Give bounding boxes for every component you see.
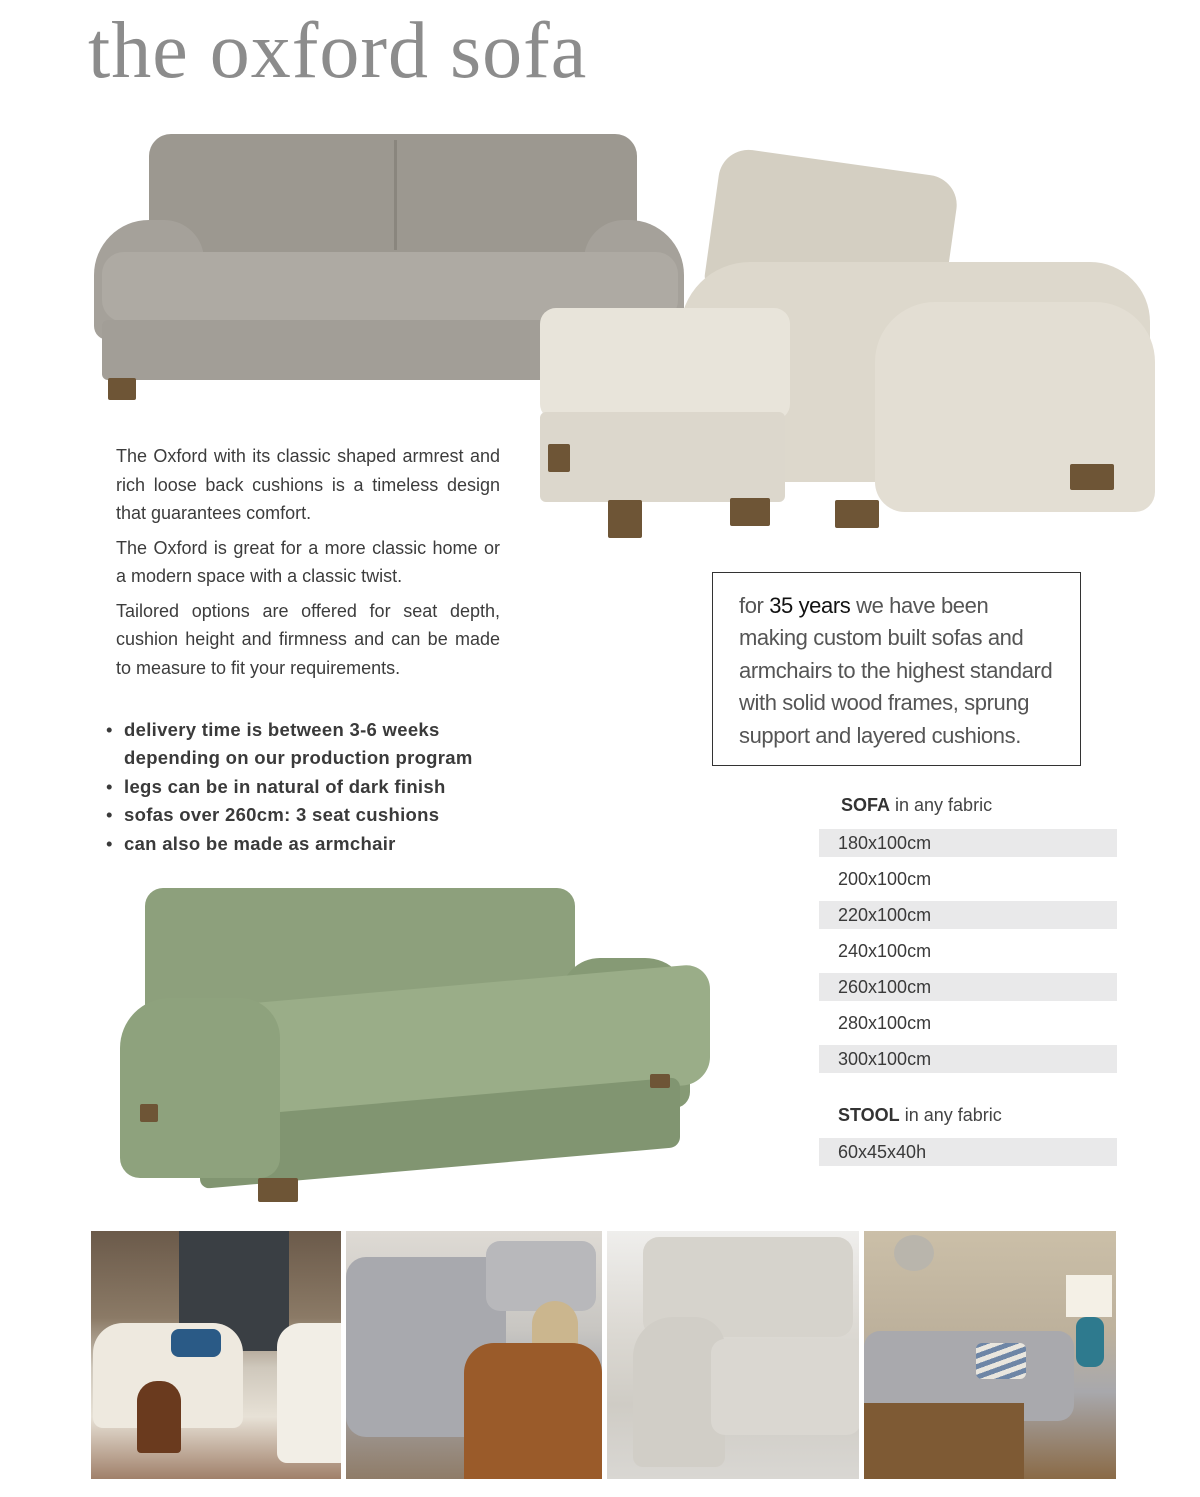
feature-item: • can also be made as armchair xyxy=(106,830,526,858)
wooden-table xyxy=(864,1403,1024,1479)
sofa-seat xyxy=(711,1339,859,1435)
blue-cushion xyxy=(171,1329,221,1357)
room-photo xyxy=(607,1231,859,1479)
armchair-leg xyxy=(1070,464,1114,490)
product-description xyxy=(116,442,500,688)
sofa-left-arm xyxy=(120,998,280,1178)
stool-image xyxy=(540,308,790,540)
heritage-quote-box: for 35 years we have been making custom built sofas and armchairs to the highest standard with solid wood frames, sprung support and layered cushions. xyxy=(712,572,1081,766)
feature-item: • delivery time is between 3-6 weeks depending on our production program xyxy=(106,716,526,773)
lamp-shade xyxy=(1066,1275,1112,1317)
size-row: 220x100cm xyxy=(819,901,1117,929)
bullet-icon: • xyxy=(106,832,113,854)
stool-cushion xyxy=(540,308,790,420)
wall-mirror xyxy=(894,1235,934,1271)
stool-sizes-heading: STOOL in any fabric xyxy=(838,1105,1002,1125)
striped-cushion xyxy=(976,1343,1026,1379)
description-paragraph: The Oxford with its classic shaped armrest and rich loose back cushions is a timeless design that guarantees comfort. xyxy=(116,446,500,523)
description-paragraph: Tailored options are offered for seat depth, cushion height and firmness and can be made to measure to fit your requirements. xyxy=(116,600,500,678)
feature-list xyxy=(106,716,526,858)
side-table xyxy=(137,1381,181,1453)
stool-base xyxy=(540,412,785,502)
armchair-leg xyxy=(835,500,879,528)
sofa-leg xyxy=(108,378,136,400)
size-row: 280x100cm xyxy=(838,1013,932,1033)
size-row: 60x45x40h xyxy=(819,1138,1117,1166)
bullet-icon: • xyxy=(106,775,113,797)
sofa-sizes-heading: SOFA in any fabric xyxy=(841,795,993,815)
room-photo xyxy=(346,1231,602,1479)
feature-item: • legs can be in natural of dark finish xyxy=(106,773,526,801)
armchair-image xyxy=(540,162,1155,540)
lamp-base xyxy=(1076,1317,1104,1367)
size-row: 260x100cm xyxy=(819,973,1117,1001)
green-sofa-image xyxy=(120,888,690,1204)
size-row: 300x100cm xyxy=(819,1045,1117,1073)
stool-leg xyxy=(730,498,770,526)
room-photo xyxy=(91,1231,341,1479)
size-row: 240x100cm xyxy=(838,941,932,961)
description-paragraph: The Oxford is great for a more classic home or a modern space with a classic twist. xyxy=(116,537,500,586)
stool-leg xyxy=(608,500,642,538)
armchair xyxy=(277,1323,341,1463)
feature-item: • sofas over 260cm: 3 seat cushions xyxy=(106,801,526,829)
sofa-leg xyxy=(140,1104,158,1122)
room-photo xyxy=(864,1231,1116,1479)
sofa-leg xyxy=(650,1074,670,1088)
bullet-icon: • xyxy=(106,804,113,826)
leather-chair xyxy=(464,1343,602,1479)
grey-sofa xyxy=(486,1241,596,1311)
years-highlight: 35 years xyxy=(769,593,851,618)
cushion-seam xyxy=(394,140,397,250)
size-row: 200x100cm xyxy=(838,869,932,889)
size-row: 180x100cm xyxy=(819,829,1117,857)
page-title: the oxford sofa xyxy=(88,7,588,95)
bullet-icon: • xyxy=(106,719,113,740)
stool-leg xyxy=(548,444,570,472)
sofa-leg xyxy=(258,1178,298,1202)
